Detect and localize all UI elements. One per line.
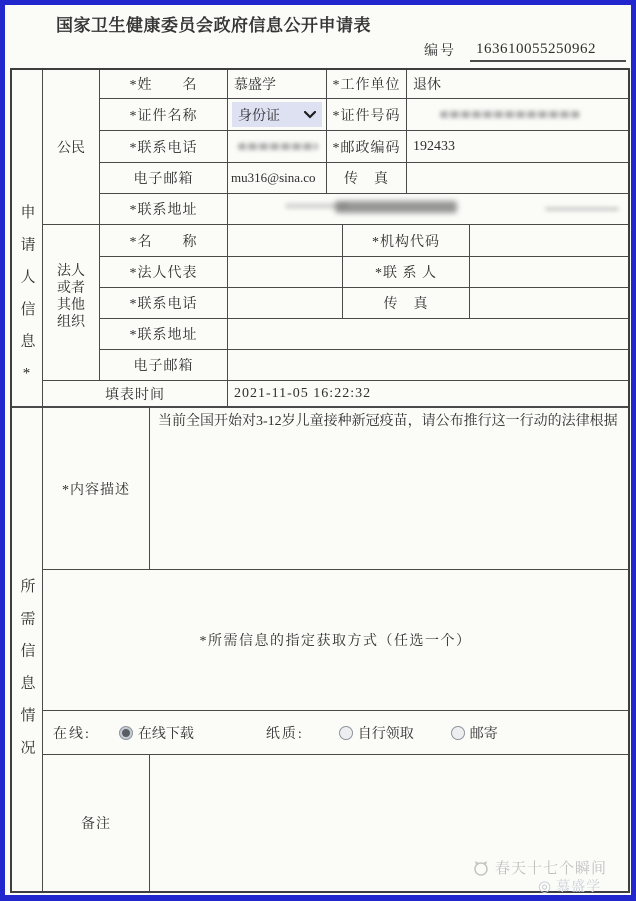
- id-number-value-redacted: [407, 99, 628, 131]
- org-contact-label: *联 系 人: [343, 257, 470, 288]
- fax-label: 传 真: [327, 163, 407, 194]
- watermark-line2: ◎ 慕盛学: [538, 878, 602, 895]
- fill-time-value: 2021-11-05 16:22:32: [228, 381, 628, 408]
- serial-label: 编号: [424, 44, 456, 59]
- phone-value-redacted: [228, 131, 327, 163]
- org-address-label: *联系地址: [100, 319, 228, 350]
- remark-label: 备注: [43, 755, 150, 891]
- option-self-pickup-label[interactable]: 自行领取: [357, 726, 414, 742]
- delivery-options-row: [43, 711, 628, 755]
- id-type-cell: [228, 99, 327, 131]
- radio-self-pickup[interactable]: [339, 726, 353, 740]
- organization-group-label: 法人或者其他组织: [43, 225, 100, 381]
- employer-value: 退休: [407, 70, 628, 99]
- online-label: 在线:: [53, 726, 91, 742]
- option-mail-label[interactable]: 邮寄: [469, 726, 498, 742]
- org-email-value: [228, 350, 628, 381]
- org-fax-label: 传 真: [343, 288, 470, 319]
- citizen-group-label: 公民: [43, 70, 100, 225]
- org-code-value: [470, 225, 628, 257]
- id-type-selected-value: 身份证: [238, 108, 280, 124]
- application-form-table: [10, 68, 630, 893]
- legal-rep-value: [228, 257, 343, 288]
- phone-label: *联系电话: [100, 131, 228, 163]
- serial-number-block: [424, 40, 626, 62]
- redaction-smudge: [238, 143, 318, 150]
- redaction-smudge: [545, 207, 619, 211]
- fill-time-label: 填表时间: [43, 381, 228, 408]
- email-value: mu316@sina.co: [228, 163, 327, 194]
- delivery-method-header: *所需信息的指定获取方式（任选一个）: [43, 570, 628, 711]
- request-section-vertical-label: 所需信息情况: [12, 408, 43, 891]
- legal-rep-label: *法人代表: [100, 257, 228, 288]
- name-value: 慕盛学: [228, 70, 327, 99]
- postcode-value: 192433: [407, 131, 628, 163]
- paper-label: 纸质:: [265, 726, 304, 742]
- description-label: *内容描述: [43, 408, 150, 570]
- applicant-section-vertical-label: 申请人信息*: [12, 70, 43, 408]
- radio-mail[interactable]: [451, 726, 465, 740]
- redaction-smudge: [440, 111, 580, 118]
- org-name-label: *名 称: [100, 225, 228, 257]
- watermark-cat-icon: [472, 860, 490, 876]
- watermark-seal-icon: ◎: [538, 878, 553, 895]
- watermark-line1: 春天十七个瞬间: [472, 857, 607, 878]
- org-code-label: *机构代码: [343, 225, 470, 257]
- name-label: *姓 名: [100, 70, 228, 99]
- serial-number: 163610055250962: [470, 41, 626, 62]
- id-type-select[interactable]: [232, 102, 322, 127]
- email-label: 电子邮箱: [100, 163, 228, 194]
- chevron-down-icon: [304, 111, 316, 119]
- id-number-label: *证件号码: [327, 99, 407, 131]
- org-fax-value: [470, 288, 628, 319]
- org-address-value: [228, 319, 628, 350]
- org-name-value: [228, 225, 343, 257]
- employer-label: *工作单位: [327, 70, 407, 99]
- id-type-label: *证件名称: [100, 99, 228, 131]
- org-email-label: 电子邮箱: [100, 350, 228, 381]
- description-cell: [150, 408, 628, 570]
- redaction-smudge: [335, 201, 457, 213]
- address-value-redacted: [228, 194, 628, 225]
- description-text: 当前全国开始对3-12岁儿童接种新冠疫苗，请公布推行这一行动的法律根据: [158, 414, 618, 429]
- address-label: *联系地址: [100, 194, 228, 225]
- option-online-download-label[interactable]: 在线下载: [137, 726, 194, 742]
- org-contact-value: [470, 257, 628, 288]
- radio-online-download[interactable]: [119, 726, 133, 740]
- org-phone-value: [228, 288, 343, 319]
- postcode-label: *邮政编码: [327, 131, 407, 163]
- form-title: 国家卫生健康委员会政府信息公开申请表: [56, 16, 371, 35]
- org-phone-label: *联系电话: [100, 288, 228, 319]
- fax-value: [407, 163, 628, 194]
